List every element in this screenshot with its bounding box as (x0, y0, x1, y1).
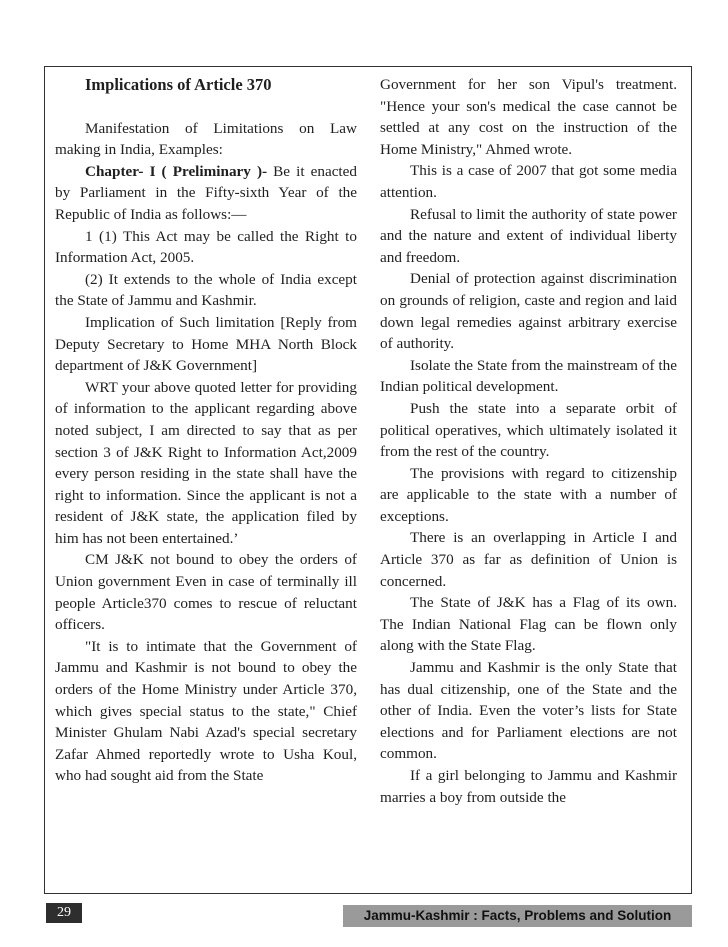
book-title: Jammu-Kashmir : Facts, Problems and Solution (343, 905, 692, 927)
section-heading: Implications of Article 370 (85, 75, 272, 94)
paragraph: Isolate the State from the mainstream of the Indian political development. (380, 356, 677, 396)
paragraph: Manifestation of Limitations on Law making in India, Examples: (55, 119, 357, 159)
paragraph: Denial of protection against discrimination on grounds of religion, caste and region and laid down legal remedies against arbitrary exercise of authority. (380, 270, 677, 353)
paragraph: There is an overlapping in Article I and Article 370 as far as definition of Union is concerned. (380, 529, 677, 590)
paragraph: Government for her son Vipul's treatment. "Hence your son's medical the case cannot be settled at any cost on the instruction of the Home Ministry," Ahmed wrote. (380, 76, 677, 158)
right-column (380, 74, 677, 808)
paragraph (55, 161, 357, 226)
chapter-label: Chapter- I ( Preliminary )- (85, 162, 268, 180)
paragraph: The provisions with regard to citizenship are applicable to the state with a number of exceptions. (380, 464, 677, 525)
paragraph: Refusal to limit the authority of state power and the nature and extent of individual liberty and freedom. (380, 205, 677, 266)
paragraph: Implication of Such limitation [Reply from Deputy Secretary to Home MHA North Block department of J&K Government] (55, 313, 357, 375)
paragraph: Push the state into a separate orbit of political operatives, which ultimately isolated it from the rest of the country. (380, 399, 677, 461)
page-number: 29 (46, 903, 82, 923)
chapter-text: Be it enacted by Parliament in the Fifty-sixth Year of the Republic of India as follows:— (55, 162, 357, 223)
paragraph: 1 (1) This Act may be called the Right to Information Act, 2005. (55, 227, 357, 267)
left-column (55, 74, 357, 787)
paragraph: WRT your above quoted letter for providing of information to the applicant regarding above noted subject, I am directed to say that as per section 3 of J&K Right to Information Act,2009 every person residing in the state shall have the right to information. Since the applicant is not a resident of J&K state, the application filed by him has not been entertained.’ (55, 378, 357, 547)
paragraph: (2) It extends to the whole of India except the State of Jammu and Kashmir. (55, 270, 357, 310)
paragraph: If a girl belonging to Jammu and Kashmir marries a boy from outside the (380, 767, 677, 806)
paragraph: The State of J&K has a Flag of its own. The Indian National Flag can be flown only along with the State Flag. (380, 594, 677, 655)
paragraph: This is a case of 2007 that got some media attention. (380, 162, 677, 201)
paragraph: Jammu and Kashmir is the only State that has dual citizenship, one of the State and the other of India. Even the voter’s lists for State elections and for Parliament elections are not common. (380, 659, 677, 763)
paragraph: "It is to intimate that the Government of Jammu and Kashmir is not bound to obey the orders of the Home Ministry under Article 370, which gives special status to the state," Chief Minister Ghulam Nabi Azad's special secretary Zafar Ahmed reportedly wrote to Usha Koul, who had sought aid from the State (55, 637, 357, 785)
paragraph: CM J&K not bound to obey the orders of Union government Even in case of terminally ill people Article370 comes to rescue of reluctant officers. (55, 551, 357, 634)
